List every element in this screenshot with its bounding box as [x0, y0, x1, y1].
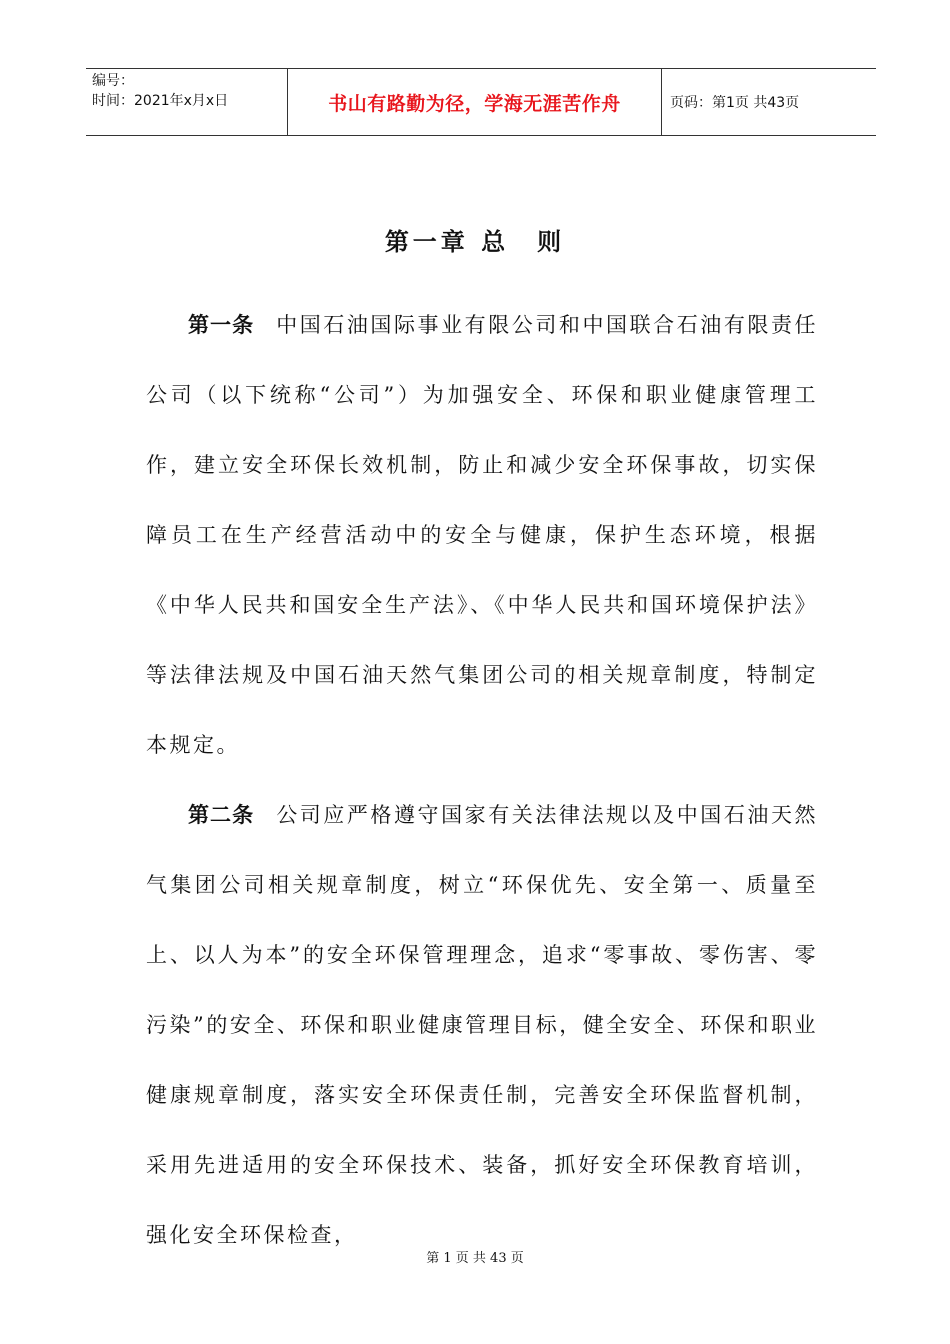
header-meta-cell: [86, 69, 288, 135]
page-footer: 第 1 页 共 43 页: [426, 1251, 524, 1266]
motto-text: 书山有路勤为径，学海无涯苦作舟: [328, 92, 621, 115]
article-label: 第一条: [188, 313, 255, 337]
header-page-cell: [662, 69, 876, 135]
article-text: 中国石油国际事业有限公司和中国联合石油有限责任公司（以下统称“公司”）为加强安全、环保和职业健康管理工作，建立安全环保长效机制，防止和减少安全环保事故，切实保障员工在生产经营活动中的安全与健康，保护生态环境，根据《中华人民共和国安全生产法》、《中华人民共和国环境保护法》等法律法规及中国石油天然气集团公司的相关规章制度，特制定本规定。: [146, 313, 819, 757]
article-text: 公司应严格遵守国家有关法律法规以及中国石油天然气集团公司相关规章制度，树立“环保优先、安全第一、质量至上、以人为本”的安全环保管理理念，追求“零事故、零伤害、零污染”的安全、环保和职业健康管理目标，健全安全、环保和职业健康规章制度，落实安全环保责任制，完善安全环保监督机制，采用先进适用的安全环保技术、装备，抓好安全环保教育培训，强化安全环保检查，: [146, 803, 819, 1247]
page-header: [86, 68, 876, 136]
article-paragraph: [146, 780, 818, 1270]
chapter-title: 第一章 总 则: [384, 227, 566, 256]
header-page-info: 页码：第1页 共43页: [670, 95, 800, 111]
header-motto-cell: [288, 69, 662, 135]
serial-number-label: 编号：: [92, 73, 134, 89]
document-body: [146, 290, 818, 1270]
article-label: 第二条: [188, 803, 255, 827]
article-paragraph: [146, 290, 818, 780]
date-label: 时间：2021年x月x日: [92, 93, 229, 109]
